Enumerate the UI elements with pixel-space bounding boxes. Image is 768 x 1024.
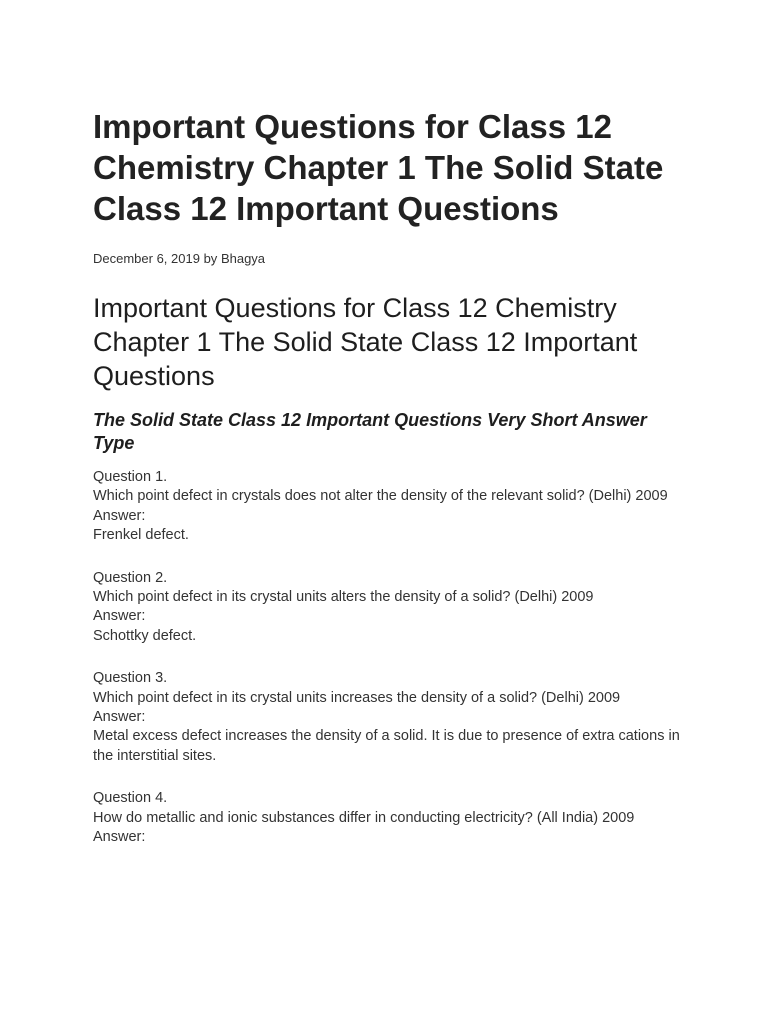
answer-text: Schottky defect.	[93, 627, 197, 644]
section-title: Important Questions for Class 12 Chemistry Chapter 1 The Solid State Class 12 Important Questions	[93, 293, 638, 391]
answer-label: Answer:	[93, 709, 146, 726]
post-by: by	[203, 251, 218, 266]
question-label: Question 1.	[93, 469, 168, 485]
answer-label: Answer:	[93, 829, 146, 846]
question-text: Which point defect in crystals does not alter the density of the relevant solid? (Delhi) 2009	[93, 488, 668, 505]
question-text: Which point defect in its crystal units increases the density of a solid? (Delhi) 2009	[93, 689, 621, 706]
post-author: Bhagya	[220, 251, 266, 266]
question-item-3	[93, 669, 683, 766]
subsection-title: The Solid State Class 12 Important Questions Very Short Answer Type	[93, 410, 647, 453]
question-label: Question 3.	[93, 670, 168, 687]
question-list	[93, 468, 683, 848]
question-item-2	[93, 569, 683, 647]
question-item-4	[93, 789, 683, 847]
post-meta	[93, 251, 683, 267]
page-title: Important Questions for Class 12 Chemistry Chapter 1 The Solid State Class 12 Important Questions	[93, 108, 664, 227]
question-text: How do metallic and ionic substances differ in conducting electricity? (All India) 2009	[93, 809, 635, 826]
answer-text: Frenkel defect.	[93, 527, 189, 544]
question-text: Which point defect in its crystal units alters the density of a solid? (Delhi) 2009	[93, 589, 594, 606]
article	[93, 106, 683, 871]
question-label: Question 2.	[93, 569, 168, 586]
answer-label: Answer:	[93, 507, 146, 524]
question-label: Question 4.	[93, 790, 168, 807]
question-item-1	[93, 468, 683, 546]
answer-label: Answer:	[93, 608, 146, 625]
answer-text: Metal excess defect increases the density of a solid. It is due to presence of extra cations in the interstitial sites.	[93, 728, 680, 764]
post-date: December 6, 2019	[93, 251, 200, 266]
